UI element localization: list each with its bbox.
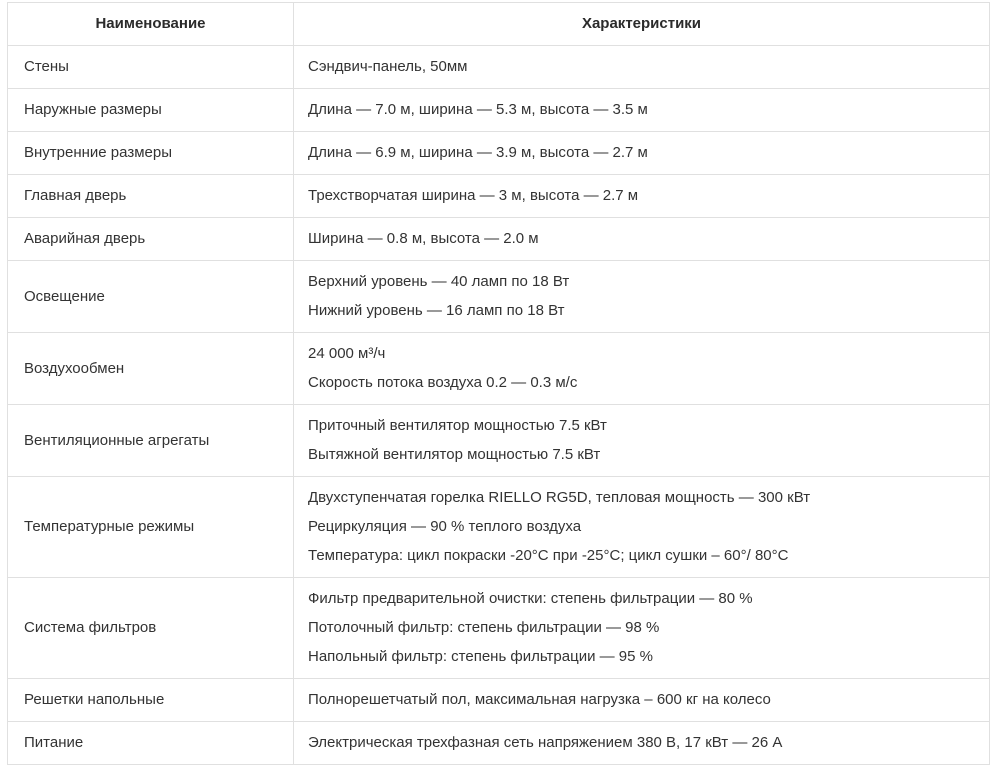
spec-line: Длина — 7.0 м, ширина — 5.3 м, высота — 3.5 м (308, 101, 648, 118)
specifications-table (7, 2, 990, 765)
spec-line: Температура: цикл покраски -20°С при -25°С; цикл сушки – 60°/ 80°С (308, 547, 789, 564)
table-row (8, 46, 990, 89)
row-name: Решетки напольные (8, 679, 294, 722)
row-name: Воздухообмен (8, 333, 294, 405)
table-row (8, 405, 990, 477)
row-specs (294, 175, 990, 218)
header-row (8, 3, 990, 46)
table-row (8, 477, 990, 578)
spec-line: Длина — 6.9 м, ширина — 3.9 м, высота — 2.7 м (308, 144, 648, 161)
table-row (8, 175, 990, 218)
row-name: Внутренние размеры (8, 132, 294, 175)
table-row (8, 679, 990, 722)
row-specs (294, 333, 990, 405)
row-specs (294, 477, 990, 578)
row-name: Стены (8, 46, 294, 89)
spec-line: 24 000 м³/ч (308, 345, 386, 362)
spec-line: Верхний уровень — 40 ламп по 18 Вт (308, 273, 570, 290)
row-specs (294, 578, 990, 679)
spec-line: Напольный фильтр: степень фильтрации — 95 % (308, 648, 653, 665)
row-specs (294, 679, 990, 722)
spec-line: Рециркуляция — 90 % теплого воздуха (308, 518, 582, 535)
table-row (8, 132, 990, 175)
row-name: Температурные режимы (8, 477, 294, 578)
row-specs (294, 722, 990, 765)
column-header-characteristics: Характеристики (294, 3, 990, 46)
spec-line: Полнорешетчатый пол, максимальная нагрузка – 600 кг на колесо (308, 691, 771, 708)
row-name: Главная дверь (8, 175, 294, 218)
table-row (8, 333, 990, 405)
row-name: Аварийная дверь (8, 218, 294, 261)
spec-line: Скорость потока воздуха 0.2 — 0.3 м/с (308, 374, 578, 391)
row-name: Система фильтров (8, 578, 294, 679)
row-name: Освещение (8, 261, 294, 333)
row-specs (294, 405, 990, 477)
row-name: Вентиляционные агрегаты (8, 405, 294, 477)
column-header-name: Наименование (8, 3, 294, 46)
spec-line: Вытяжной вентилятор мощностью 7.5 кВт (308, 446, 601, 463)
row-specs (294, 89, 990, 132)
table-row (8, 89, 990, 132)
spec-line: Ширина — 0.8 м, высота — 2.0 м (308, 230, 539, 247)
table-row (8, 578, 990, 679)
row-specs (294, 218, 990, 261)
spec-line: Фильтр предварительной очистки: степень фильтрации — 80 % (308, 590, 753, 607)
row-specs (294, 261, 990, 333)
row-name: Питание (8, 722, 294, 765)
table-row (8, 261, 990, 333)
table-body (8, 46, 990, 765)
spec-line: Приточный вентилятор мощностью 7.5 кВт (308, 417, 607, 434)
spec-line: Потолочный фильтр: степень фильтрации — 98 % (308, 619, 660, 636)
row-specs (294, 46, 990, 89)
spec-line: Электрическая трехфазная сеть напряжением 380 В, 17 кВт — 26 А (308, 734, 783, 751)
spec-line: Сэндвич-панель, 50мм (308, 58, 468, 75)
table-row (8, 218, 990, 261)
row-specs (294, 132, 990, 175)
row-name: Наружные размеры (8, 89, 294, 132)
table-row (8, 722, 990, 765)
spec-line: Двухступенчатая горелка RIELLO RG5D, тепловая мощность — 300 кВт (308, 489, 811, 506)
spec-line: Нижний уровень — 16 ламп по 18 Вт (308, 302, 565, 319)
spec-line: Трехстворчатая ширина — 3 м, высота — 2.7 м (308, 187, 639, 204)
